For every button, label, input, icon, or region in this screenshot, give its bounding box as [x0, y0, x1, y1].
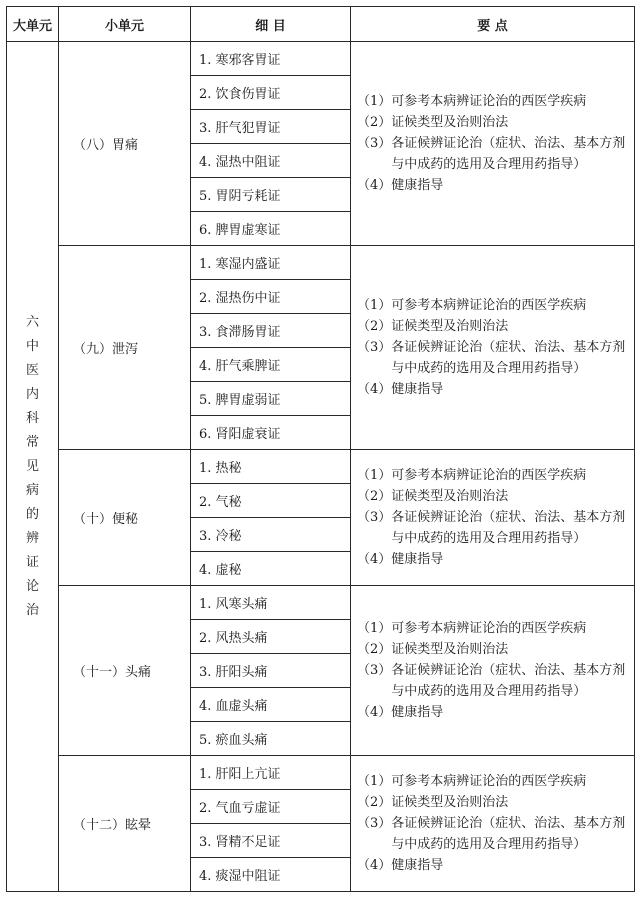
detail-cell: 2. 湿热伤中证	[191, 280, 351, 314]
point-number: （3）	[357, 136, 392, 151]
detail-cell: 5. 脾胃虚弱证	[191, 382, 351, 416]
detail-cell: 3. 肾精不足证	[191, 824, 351, 858]
table-row	[7, 42, 635, 76]
point-number: （3）	[357, 340, 392, 355]
detail-cell: 4. 湿热中阻证	[191, 144, 351, 178]
point-item	[357, 337, 630, 379]
point-number: （3）	[357, 510, 392, 525]
points-cell	[351, 42, 635, 246]
point-text: 可参考本病辨证论治的西医学疾病	[391, 298, 587, 313]
point-item	[357, 660, 630, 702]
point-number: （4）	[357, 178, 392, 193]
detail-cell: 2. 饮食伤胃证	[191, 76, 351, 110]
point-item	[357, 486, 630, 507]
point-number: （4）	[357, 552, 392, 567]
point-number: （2）	[357, 642, 392, 657]
points-cell	[351, 246, 635, 450]
point-item	[357, 549, 630, 570]
detail-cell: 2. 风热头痛	[191, 620, 351, 654]
point-item	[357, 133, 630, 175]
detail-cell: 6. 脾胃虚寒证	[191, 212, 351, 246]
syllabus-table	[6, 6, 635, 892]
table-row	[7, 246, 635, 280]
detail-cell: 4. 肝气乘脾证	[191, 348, 351, 382]
detail-cell: 1. 寒邪客胃证	[191, 42, 351, 76]
header-points: 要 点	[351, 7, 635, 42]
detail-cell: 2. 气秘	[191, 484, 351, 518]
point-item	[357, 639, 630, 660]
table-row	[7, 756, 635, 790]
point-item	[357, 702, 630, 723]
detail-cell: 3. 冷秘	[191, 518, 351, 552]
detail-cell: 4. 血虚头痛	[191, 688, 351, 722]
detail-cell: 6. 肾阳虚衰证	[191, 416, 351, 450]
point-text: 证候类型及治则治法	[391, 319, 509, 334]
point-number: （1）	[357, 468, 392, 483]
point-text: 各证候辨证论治（症状、治法、基本方剂与中成药的选用及合理用药指导）	[391, 136, 626, 172]
point-item	[357, 813, 630, 855]
point-number: （2）	[357, 795, 392, 810]
point-text: 健康指导	[391, 178, 444, 193]
big-unit-cell	[7, 42, 59, 892]
detail-cell: 1. 风寒头痛	[191, 586, 351, 620]
big-unit-label: 六中医内科常见病的辨证论治	[25, 314, 39, 618]
small-unit-cell: （八）胃痛	[59, 42, 191, 246]
small-unit-cell: （十二）眩晕	[59, 756, 191, 892]
point-text: 证候类型及治则治法	[391, 795, 509, 810]
header-big-unit: 大单元	[7, 7, 59, 42]
header-row	[7, 7, 635, 42]
point-number: （1）	[357, 298, 392, 313]
point-number: （1）	[357, 774, 392, 789]
point-number: （3）	[357, 663, 392, 678]
detail-cell: 3. 食滞肠胃证	[191, 314, 351, 348]
detail-cell: 1. 肝阳上亢证	[191, 756, 351, 790]
header-detail: 细 目	[191, 7, 351, 42]
detail-cell: 5. 胃阴亏耗证	[191, 178, 351, 212]
point-number: （4）	[357, 382, 392, 397]
point-item	[357, 771, 630, 792]
detail-cell: 1. 热秘	[191, 450, 351, 484]
point-text: 健康指导	[391, 552, 444, 567]
small-unit-cell: （十）便秘	[59, 450, 191, 586]
point-number: （2）	[357, 489, 392, 504]
header-small-unit: 小单元	[59, 7, 191, 42]
detail-cell: 4. 痰湿中阻证	[191, 858, 351, 892]
point-number: （1）	[357, 621, 392, 636]
table-row	[7, 450, 635, 484]
point-text: 可参考本病辨证论治的西医学疾病	[391, 774, 587, 789]
point-text: 各证候辨证论治（症状、治法、基本方剂与中成药的选用及合理用药指导）	[391, 816, 626, 852]
point-text: 可参考本病辨证论治的西医学疾病	[391, 621, 587, 636]
point-text: 可参考本病辨证论治的西医学疾病	[391, 94, 587, 109]
points-cell	[351, 450, 635, 586]
point-item	[357, 465, 630, 486]
point-item	[357, 112, 630, 133]
point-text: 健康指导	[391, 705, 444, 720]
point-item	[357, 792, 630, 813]
table-row	[7, 586, 635, 620]
point-number: （3）	[357, 816, 392, 831]
point-text: 证候类型及治则治法	[391, 642, 509, 657]
detail-cell: 3. 肝气犯胃证	[191, 110, 351, 144]
point-item	[357, 295, 630, 316]
small-unit-cell: （九）泄泻	[59, 246, 191, 450]
point-text: 各证候辨证论治（症状、治法、基本方剂与中成药的选用及合理用药指导）	[391, 663, 626, 699]
point-text: 证候类型及治则治法	[391, 489, 509, 504]
point-item	[357, 618, 630, 639]
detail-cell: 2. 气血亏虚证	[191, 790, 351, 824]
detail-cell: 3. 肝阳头痛	[191, 654, 351, 688]
point-number: （4）	[357, 858, 392, 873]
point-text: 各证候辨证论治（症状、治法、基本方剂与中成药的选用及合理用药指导）	[391, 340, 626, 376]
point-number: （1）	[357, 94, 392, 109]
points-cell	[351, 586, 635, 756]
point-number: （2）	[357, 319, 392, 334]
point-item	[357, 507, 630, 549]
detail-cell: 4. 虚秘	[191, 552, 351, 586]
point-text: 证候类型及治则治法	[391, 115, 509, 130]
point-item	[357, 855, 630, 876]
point-item	[357, 316, 630, 337]
syllabus-table-wrapper	[6, 6, 634, 892]
point-text: 健康指导	[391, 858, 444, 873]
table-body	[7, 42, 635, 892]
point-text: 各证候辨证论治（症状、治法、基本方剂与中成药的选用及合理用药指导）	[391, 510, 626, 546]
points-cell	[351, 756, 635, 892]
point-number: （2）	[357, 115, 392, 130]
point-text: 健康指导	[391, 382, 444, 397]
point-item	[357, 379, 630, 400]
point-item	[357, 175, 630, 196]
point-text: 可参考本病辨证论治的西医学疾病	[391, 468, 587, 483]
small-unit-cell: （十一）头痛	[59, 586, 191, 756]
detail-cell: 5. 瘀血头痛	[191, 722, 351, 756]
point-number: （4）	[357, 705, 392, 720]
detail-cell: 1. 寒湿内盛证	[191, 246, 351, 280]
point-item	[357, 91, 630, 112]
